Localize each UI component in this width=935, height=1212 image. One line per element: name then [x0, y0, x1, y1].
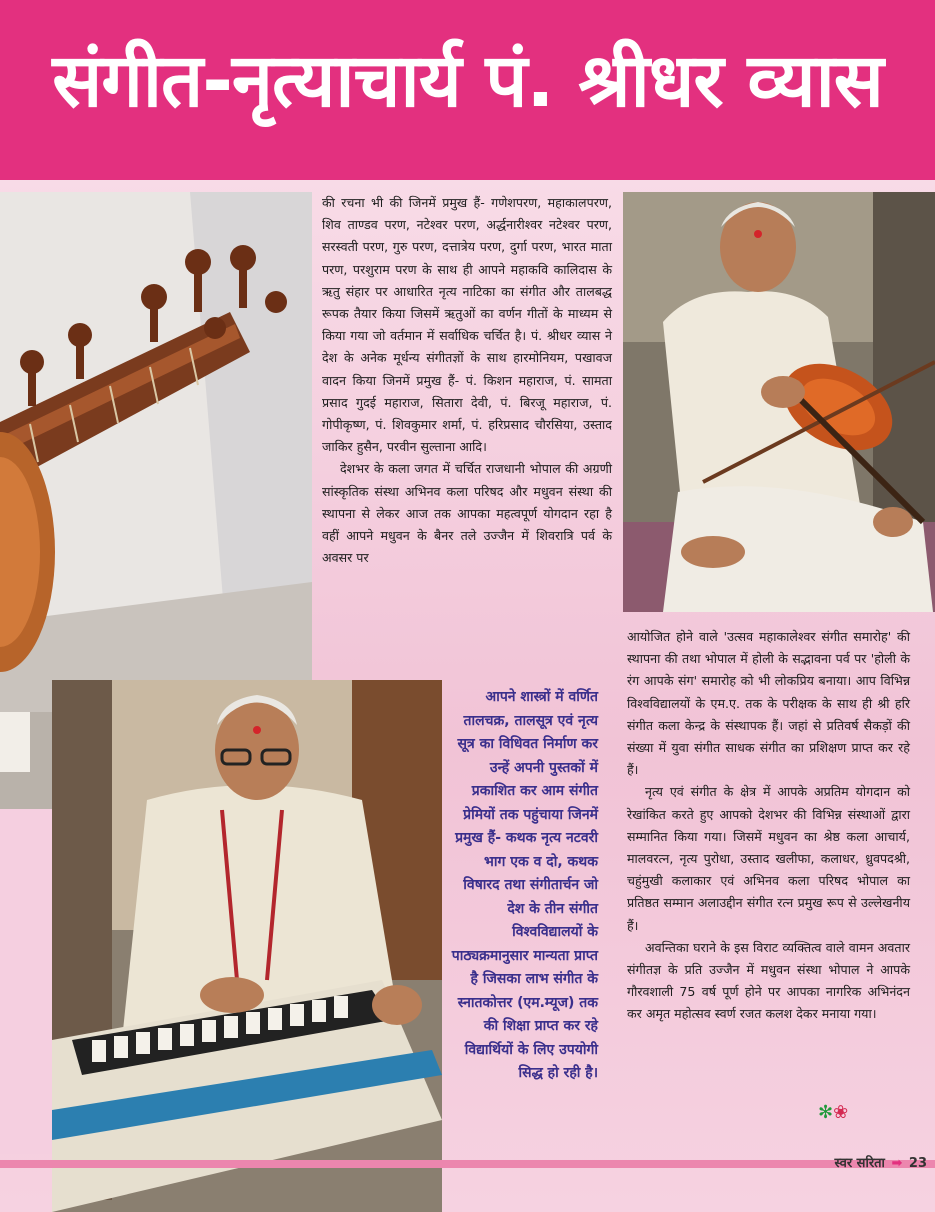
paragraph: आयोजित होने वाले 'उत्सव महाकालेश्वर संगीत समारोह' की स्थापना की तथा भोपाल में होली के सद्भावना पर्व पर 'होली के रंग आपके संग' समारोह को भी लोकप्रिय बनाया। आप विभिन्न विश्वविद्यालयों के एम.ए. तक के परीक्षक के साथ ही श्री हरि संगीत कला केन्द्र के संस्थापक हैं। जहां से प्रतिवर्ष सैकड़ों की संख्या में युवा संगीत साधक संगीत का प्रशिक्षण प्राप्त कर रहे हैं। [627, 629, 910, 778]
paragraph: देशभर के कला जगत में चर्चित राजधानी भोपाल की अग्रणी सांस्कृतिक संस्था अभिनव कला परिषद और मधुवन संस्था की स्थापना से लेकर आज तक आपका महत्वपूर्ण योगदान रहा है वहीं आपने मधुवन के बैनर तले उज्जैन में शिवरात्रि पर्व के अवसर पर [322, 461, 612, 566]
pull-quote: आपने शास्त्रों में वर्णित तालचक्र, तालसूत्र एवं नृत्य सूत्र का विधिवत निर्माण कर उन्हें अपनी पुस्तकों में प्रकाशित कर आम संगीत प्रेमियों तक पहुंचाया जिनमें प्रमुख हैं- कथक नृत्य नटवरी भाग एक व दो, कथक विषारद तथा संगीतार्चन जो देश के तीन संगीत विश्वविद्यालयों के पाठ्यक्रमानुसार मान्यता प्राप्त है जिसका लाभ संगीत के स्नातकोत्तर (एम.म्यूज) तक की शिक्षा प्राप्त कर रहे विद्यार्थियों के लिए उपयोगी सिद्ध हो रही है। [451, 689, 598, 1081]
magazine-name: स्वर सरिता [834, 1156, 885, 1171]
paragraph: की रचना भी की जिनमें प्रमुख हैं- गणेशपरण, महाकालपरण, शिव ताण्डव परण, नटेश्वर परण, अर्द्धनारीश्वर नटेश्वर परण, सरस्वती परण, गुरु परण, दत्तात्रेय परण, दुर्गा परण, भारत माता परण, परशुराम परण के साथ ही आपने महाकवि कालिदास के ऋतु संहार पर आधारित नृत्य नाटिका का संगीत और तालबद्ध रूपक तैयार किया जिसमें ऋतुओं का वर्णन गीतों के माध्यम से किया गया जो वर्तमान में सर्वाधिक चर्चित है। पं. श्रीधर व्यास ने देश के अनेक मूर्धन्य संगीतज्ञों के साथ हारमोनियम, पखावज वादन किया जिनमें प्रमुख हैं- पं. किशन महाराज, पं. सामता प्रसाद गुदई महाराज, सितारा देवी, पं. बिरजू महाराज, पं. गोपीकृष्ण, पं. शिवकुमार शर्मा, पं. हरिप्रसाद चौरसिया, उस्ताद जाकिर हुसैन, परवीन सुल्ताना आदि। [322, 195, 612, 455]
footer-rule [0, 1160, 935, 1168]
left-panel [0, 809, 52, 1154]
page-folio [835, 1153, 927, 1171]
page-number: 23 [908, 1156, 927, 1171]
violin-portrait-photo [623, 192, 935, 612]
paragraph: नृत्य एवं संगीत के क्षेत्र में आपके अप्रतिम योगदान को रेखांकित करते हुए आपको देशभर की विभिन्न संस्थाओं द्वारा सम्मानित किया गया। जिसमें मधुवन का श्रेष्ठ कला आचार्य, मालवरत्न, नृत्य पुरोधा, उस्ताद खलीफा, कलाधर, ध्रुवपदश्री, चहुंमुखी कलाकार एवं अभिनव कला परिषद भोपाल का प्रतिष्ठत सम्मान अलाउद्दीन संगीत रत्न प्रमुख रूप से उल्लेखनीय हैं। [627, 784, 910, 933]
flower-ornament-icon: ❀ [833, 1102, 849, 1123]
harmonium-portrait-photo [52, 680, 442, 1212]
end-ornament [818, 1104, 848, 1122]
article-column-middle [322, 192, 612, 569]
arrow-right-icon: ➡ [891, 1156, 903, 1171]
article-column-right [627, 626, 910, 1026]
paragraph: अवन्तिका घराने के इस विराट व्यक्तित्व वाले वामन अवतार संगीतज्ञ के प्रति उज्जैन में मधुवन संस्था भोपाल ने आपके गौरवशाली 75 वर्ष पूर्ण होने पर आपका नागरिक अभिनंदन कर अमृत महोत्सव स्वर्ण रजत कलश देकर मनाया गया। [627, 939, 910, 1022]
star-ornament-icon: ✻ [818, 1102, 834, 1123]
title-banner [0, 0, 935, 180]
article-title: संगीत-नृत्याचार्य पं. श्रीधर व्यास [52, 38, 883, 124]
